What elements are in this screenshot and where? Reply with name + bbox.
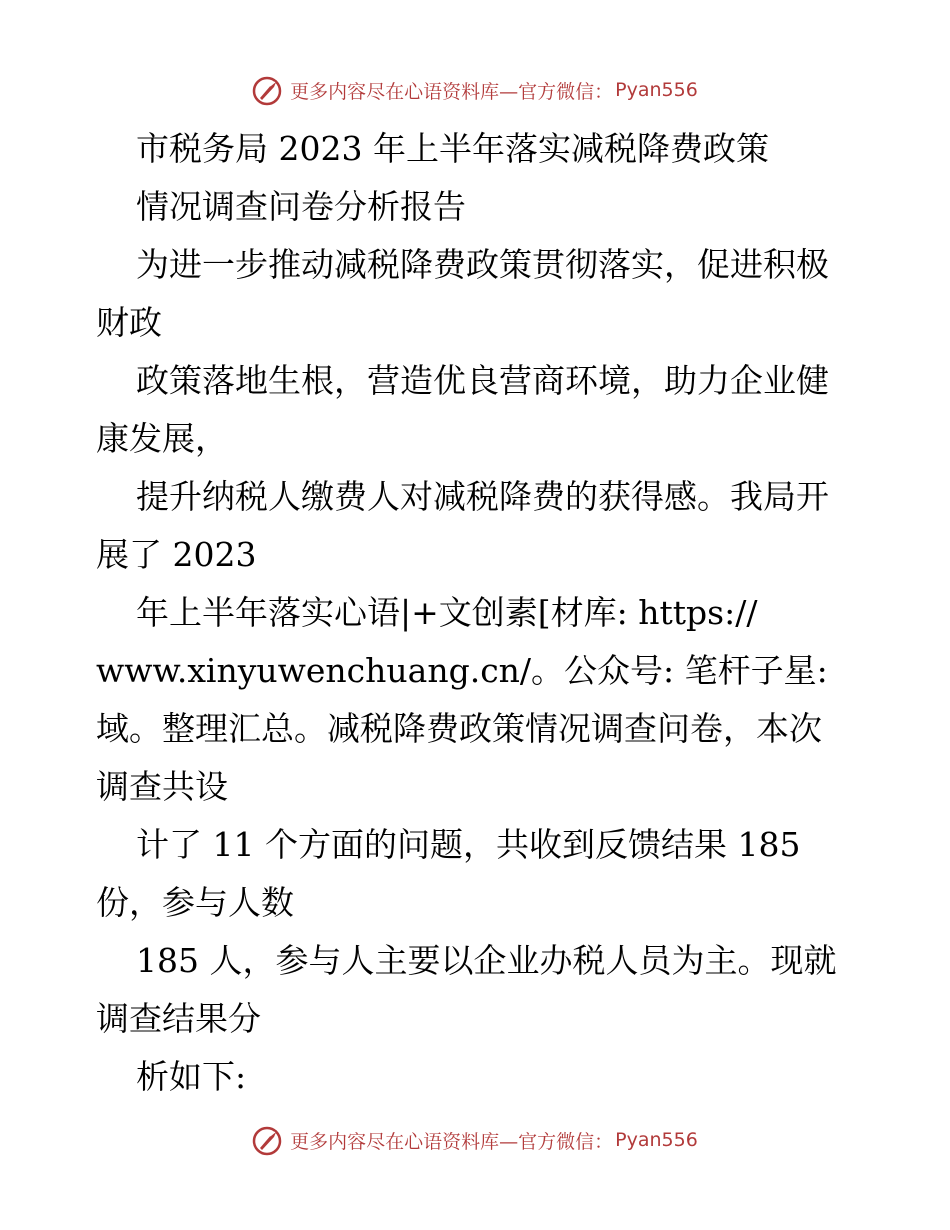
document-line: 计了 11 个方面的问题，共收到反馈结果 185 xyxy=(136,825,801,864)
document-line: 提升纳税人缴费人对减税降费的获得感。我局开 xyxy=(136,477,829,516)
document-line: 析如下: xyxy=(136,1057,247,1096)
document-line: 185 人，参与人主要以企业办税人员为主。现就 xyxy=(136,941,837,980)
document-line: 调查共设 xyxy=(96,767,228,806)
document-line: 康发展， xyxy=(96,419,228,458)
pen-logo-icon xyxy=(252,74,284,106)
document-line: 份，参与人数 xyxy=(96,883,294,922)
document-line: www.xinyuwenchuang.cn/。公众号: 笔杆子星: xyxy=(96,651,828,690)
document-line: 为进一步推动减税降费政策贯彻落实，促进积极 xyxy=(136,245,829,284)
watermark-text: 更多内容尽在心语资料库—官方微信： xyxy=(290,1130,614,1153)
pen-logo-icon xyxy=(252,1124,284,1156)
document-line: 展了 2023 xyxy=(96,535,257,574)
document-line: 财政 xyxy=(96,303,162,342)
document-line: 政策落地生根，营造优良营商环境，助力企业健 xyxy=(136,361,829,400)
watermark-handle: Pyan556 xyxy=(615,1129,698,1151)
document-line: 市税务局 2023 年上半年落实减税降费政策 xyxy=(136,129,769,168)
watermark-banner-bottom xyxy=(0,1120,950,1160)
watermark-text: 更多内容尽在心语资料库—官方微信： xyxy=(290,80,614,103)
document-body xyxy=(96,120,856,1106)
document-line: 调查结果分 xyxy=(96,999,261,1038)
document-line: 年上半年落实心语|+文创素[材库: https:// xyxy=(136,593,758,632)
watermark-banner-top xyxy=(0,70,950,110)
watermark-handle: Pyan556 xyxy=(615,79,698,101)
document-line: 情况调查问卷分析报告 xyxy=(136,187,466,226)
document-line: 域。整理汇总。减税降费政策情况调查问卷，本次 xyxy=(96,709,822,748)
